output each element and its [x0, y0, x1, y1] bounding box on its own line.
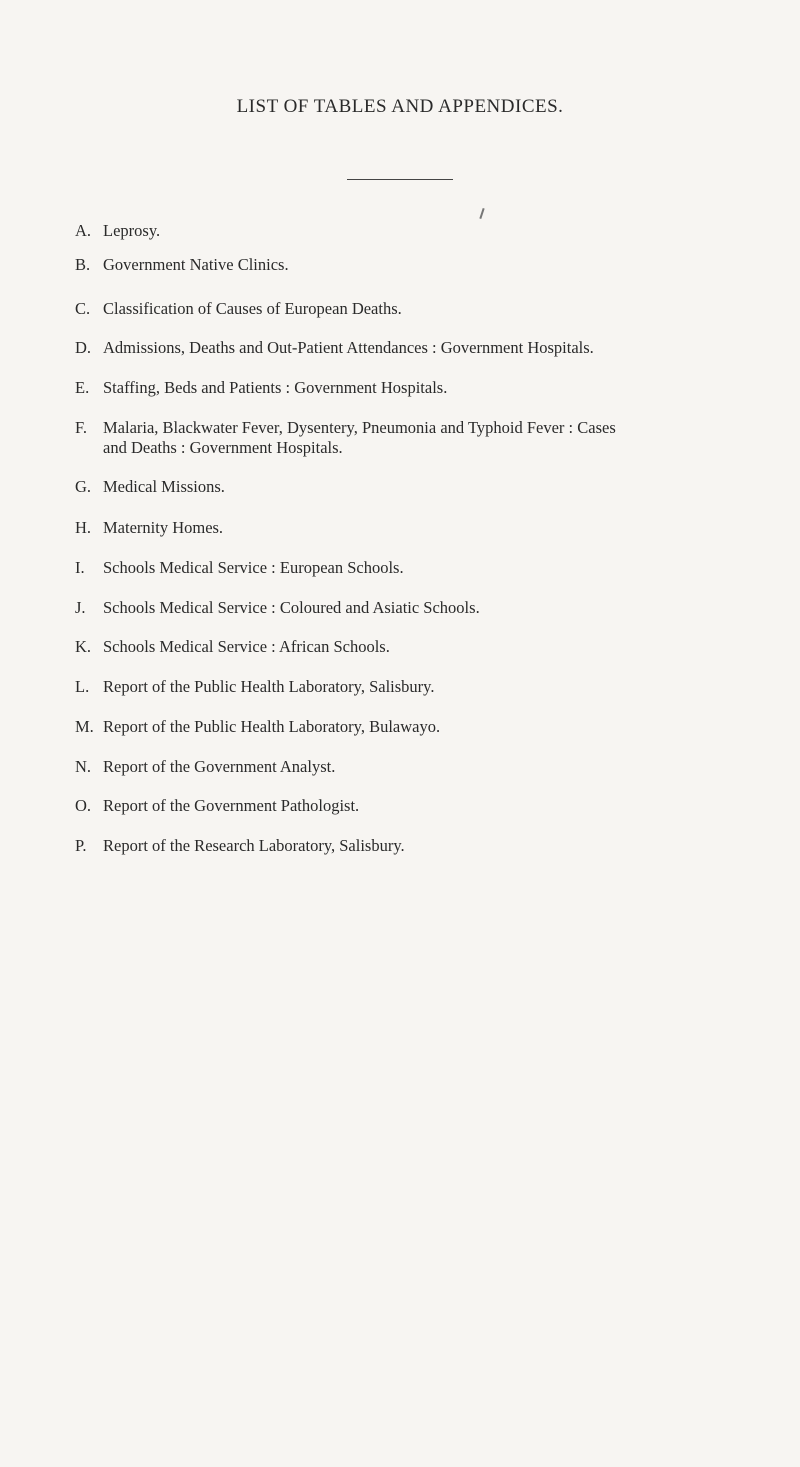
item-text-continued: and Deaths : Government Hospitals.	[103, 438, 343, 457]
item-letter: A.	[75, 221, 92, 240]
item-letter: B.	[75, 255, 91, 274]
item-text: Staffing, Beds and Patients : Government Hospitals.	[103, 378, 448, 397]
ink-mark	[479, 208, 484, 219]
item-text: Report of the Public Health Laboratory, Bulawayo.	[103, 717, 441, 736]
item-letter: H.	[75, 518, 92, 537]
item-text: Medical Missions.	[103, 477, 225, 496]
item-text: Admissions, Deaths and Out-Patient Attendances : Government Hospitals.	[103, 338, 594, 357]
item-text: Schools Medical Service : African Schools.	[103, 637, 390, 656]
item-text: Report of the Research Laboratory, Salisbury.	[103, 836, 405, 855]
item-letter: I.	[75, 558, 85, 577]
item-letter: N.	[75, 757, 92, 776]
item-text: Malaria, Blackwater Fever, Dysentery, Pneumonia and Typhoid Fever : Cases	[103, 418, 616, 437]
item-letter: D.	[75, 338, 92, 357]
item-letter: L.	[75, 677, 90, 696]
item-text: Schools Medical Service : European Schools.	[103, 558, 404, 577]
title-divider	[347, 179, 453, 180]
item-text: Classification of Causes of European Deaths.	[103, 299, 402, 318]
item-text: Leprosy.	[103, 221, 161, 240]
item-letter: P.	[75, 836, 87, 855]
item-letter: J.	[75, 598, 86, 617]
item-letter: F.	[75, 418, 87, 437]
item-text: Report of the Government Pathologist.	[103, 796, 360, 815]
item-letter: C.	[75, 299, 91, 318]
item-text: Report of the Government Analyst.	[103, 757, 336, 776]
item-text: Maternity Homes.	[103, 518, 224, 537]
item-letter: G.	[75, 477, 92, 496]
page-title: LIST OF TABLES AND APPENDICES.	[236, 96, 564, 117]
item-text: Schools Medical Service : Coloured and Asiatic Schools.	[103, 598, 480, 617]
item-letter: E.	[75, 378, 90, 397]
item-letter: O.	[75, 796, 92, 815]
item-letter: K.	[75, 637, 92, 656]
item-letter: M.	[75, 717, 94, 736]
item-text: Report of the Public Health Laboratory, Salisbury.	[103, 677, 435, 696]
item-text: Government Native Clinics.	[103, 255, 289, 274]
